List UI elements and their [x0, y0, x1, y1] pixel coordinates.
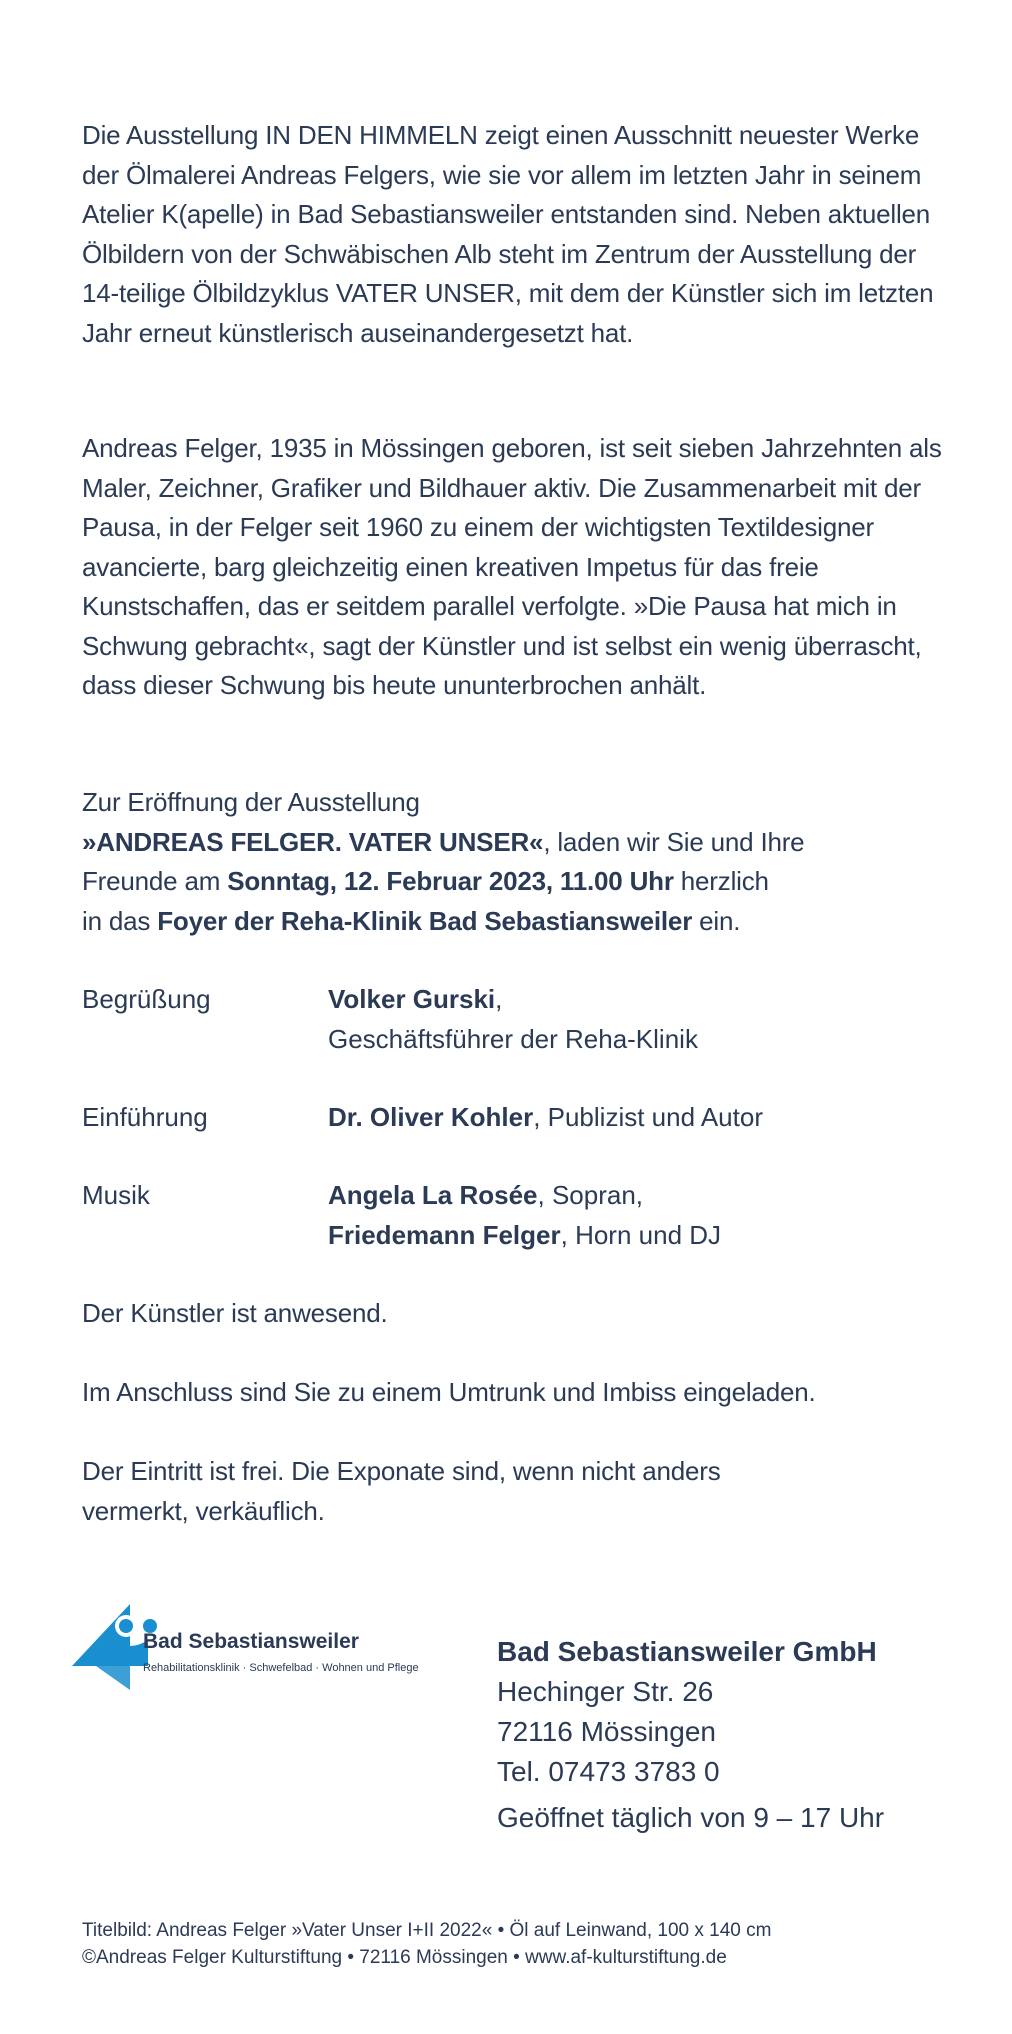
artist-paragraph: [82, 429, 962, 706]
music-performer-1: Angela La Rosée: [328, 1180, 538, 1210]
music-value: Angela La Rosée, Sopran, Friedemann Felger, Horn und DJ: [328, 1180, 722, 1250]
opening-hours: Geöffnet täglich von 9 – 17 Uhr: [497, 1802, 885, 1833]
phone: Tel. 07473 3783 0: [497, 1756, 720, 1787]
invitation-paragraph: [82, 783, 962, 941]
invitation-line-4: in das Foyer der Reha-Klinik Bad Sebastiansweiler ein.: [82, 905, 741, 936]
invitation-line-1: Zur Eröffnung der Ausstellung: [82, 787, 420, 817]
intro-label: Einführung: [82, 1102, 208, 1132]
logo-wordmark: Bad Sebastiansweiler: [143, 1630, 359, 1653]
footer: [82, 1917, 771, 1971]
reception-note: Im Anschluss sind Sie zu einem Umtrunk und Imbiss eingeladen.: [82, 1377, 816, 1407]
city: 72116 Mössingen: [497, 1716, 716, 1747]
copyright: ©Andreas Felger Kulturstiftung • 72116 Mössingen • www.af-kulturstiftung.de: [82, 1947, 727, 1968]
event-venue: Foyer der Reha-Klinik Bad Sebastiansweiler: [157, 905, 693, 936]
intro-value: Dr. Oliver Kohler, Publizist und Autor: [328, 1102, 763, 1132]
welcome-value: Volker Gurski, Geschäftsführer der Reha-Klinik: [328, 980, 968, 1059]
intro-paragraph: [82, 116, 952, 353]
intro-speaker: Dr. Oliver Kohler: [328, 1102, 534, 1132]
intro-text: Die Ausstellung IN DEN HIMMELN zeigt einen Ausschnitt neuester Werke der Ölmalerei Andreas Felgers, wie sie vor allem im letzten Jahr in seinem Atelier K(apelle) in Bad Sebastiansweiler entstanden sind. Neben aktuellen Ölbildern von der Schwäbischen Alb steht im Zentrum der Ausstellung der 14-teilige Ölbildzyklus VATER UNSER, mit dem der Künstler sich im letzten Jahr erneut künstlerisch auseinandergesetzt hat.: [82, 120, 934, 348]
cover-credit: Titelbild: Andreas Felger »Vater Unser I+II 2022« • Öl auf Leinwand, 100 x 140 cm: [82, 1920, 772, 1941]
invitation-line-2: »ANDREAS FELGER. VATER UNSER«, laden wir Sie und Ihre: [82, 826, 805, 857]
address-block: [497, 1632, 884, 1838]
music-label: Musik: [82, 1180, 150, 1210]
invitation-line-3: Freunde am Sonntag, 12. Februar 2023, 11.00 Uhr herzlich: [82, 866, 769, 896]
music-performer-2: Friedemann Felger: [328, 1219, 561, 1250]
logo-subtitle: Rehabilitationsklinik · Schwefelbad · Wohnen und Pflege: [143, 1662, 419, 1674]
welcome-speaker: Volker Gurski: [328, 984, 496, 1014]
admission-note: Der Eintritt ist frei. Die Exponate sind, wenn nicht anders vermerkt, verkäuflich.: [82, 1456, 721, 1526]
street: Hechinger Str. 26: [497, 1676, 714, 1707]
event-date: Sonntag, 12. Februar 2023, 11.00 Uhr: [227, 866, 674, 896]
exhibition-title: »ANDREAS FELGER. VATER UNSER«: [82, 826, 544, 857]
company-name: Bad Sebastiansweiler GmbH: [497, 1636, 877, 1667]
welcome-role: Geschäftsführer der Reha-Klinik: [328, 1023, 698, 1054]
artist-text: Andreas Felger, 1935 in Mössingen geboren, ist seit sieben Jahrzehnten als Maler, Zeichner, Grafiker und Bildhauer aktiv. Die Zusammenarbeit mit der Pausa, in der Felger seit 1960 zu einem der wichtigsten Textildesigner avancierte, barg gleichzeitig einen kreativen Impetus für das freie Kunstschaffen, das er seitdem parallel verfolgte. »Die Pausa hat mich in Schwung gebracht«, sagt der Künstler und ist selbst ein wenig überrascht, dass dieser Schwung bis heute ununterbrochen anhält.: [82, 433, 942, 700]
artist-present-note: Der Künstler ist anwesend.: [82, 1298, 388, 1328]
welcome-label: Begrüßung: [82, 984, 211, 1014]
